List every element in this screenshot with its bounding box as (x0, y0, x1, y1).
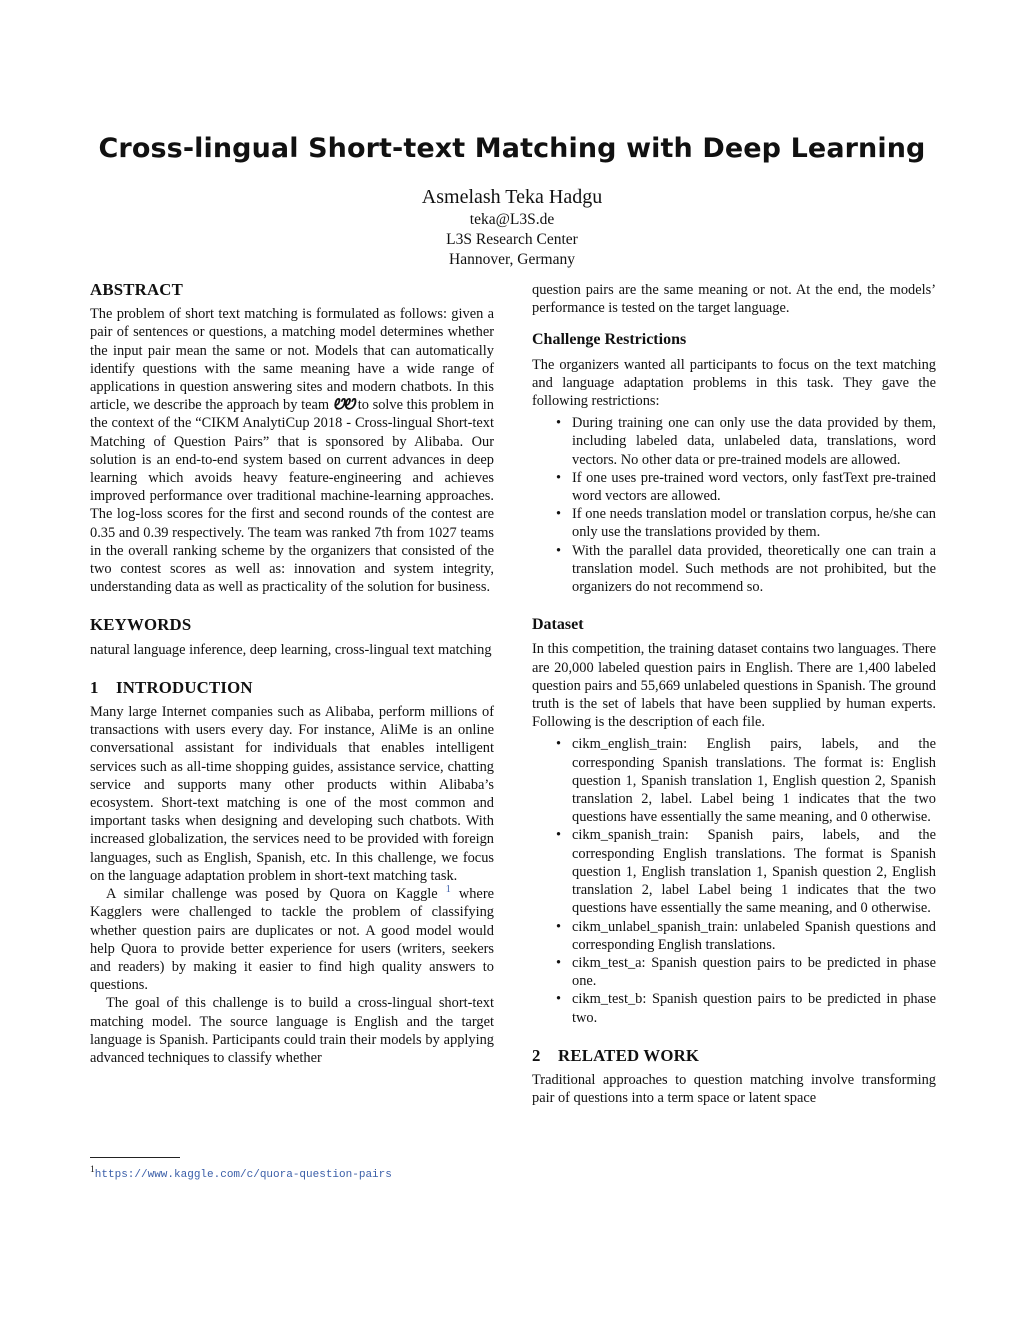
restrictions-list (532, 414, 936, 596)
list-item: • cikm_unlabel_spanish_train: unlabeled Spanish questions and corresponding English translations. (572, 918, 936, 954)
footnote (90, 1157, 494, 1181)
abstract-text-part2: to solve this problem in the context of the “CIKM AnalytiCup 2018 - Cross-lingual Short-text Matching of Question Pairs” that is sponsored by Alibaba. Our solution is an end-to-end system based on current advances in deep learning which avoids heavy feature-engineering and achieves improved performance over traditional machine-learning approaches. The log-loss scores for the first and second rounds of the contest are 0.35 and 0.39 respectively. The team was ranked 7th from 1027 teams in the overall ranking scheme by the organizers that consisted of the two contest scores as well as: innovation and system integrity, understanding data as well as practicality of the solution for business. (90, 397, 494, 596)
dataset-files-list (532, 735, 936, 1026)
section-number: 1 (90, 677, 99, 697)
challenge-restrictions-intro: The organizers wanted all participants to focus on the text matching and language adaptation problems in this task. They gave the following restrictions: (532, 356, 936, 410)
team-name: ᏬᏬ (332, 397, 354, 414)
author-affiliation: L3S Research Center (446, 231, 578, 248)
section-title: RELATED WORK (558, 1045, 700, 1065)
abstract-text-part1: The problem of short text matching is formulated as follows: given a pair of sentences or questions, a matching model determines whether the input pair mean the same or not. Models that can automatically identify questions with the same meaning have a wide range of applications in question answering sites and modern chatbots. In this article, we describe the approach by team (90, 306, 494, 414)
list-item: • If one uses pre-trained word vectors, only fastText pre-trained word vectors are allowed. (572, 469, 936, 505)
footnote-rule (90, 1157, 180, 1158)
list-item: • cikm_spanish_train: Spanish pairs, labels, and the corresponding English translations. The format is Spanish question 1, English translation 1, Spanish question 2, English translation 2, label Label being 1 indicates that the two questions have essentially the same meaning, and 0 otherwise. (572, 826, 936, 917)
list-item: • cikm_english_train: English pairs, labels, and the corresponding Spanish translations. The format is: English question 1, Spanish translation 1, English question 2, Spanish translation 2, label. Label being 1 indicates that the two questions have essentially the same meaning, and 0 otherwise. (572, 735, 936, 826)
related-work-heading (532, 1047, 936, 1065)
author-block (0, 185, 1024, 270)
dataset-intro: In this competition, the training dataset contains two languages. There are 20,000 labeled question pairs in English. There are 1,400 labeled question pairs and 55,669 unlabeled questions in Spanish. The ground truth is the set of labels that have been supplied by human experts. Following is the description of each file. (532, 641, 936, 731)
abstract-text (90, 305, 494, 596)
intro-paragraph-2 (90, 885, 494, 994)
abstract-heading: ABSTRACT (90, 280, 183, 299)
section-title: INTRODUCTION (116, 677, 253, 697)
right-column (532, 281, 936, 1107)
list-item: • cikm_test_b: Spanish question pairs to be predicted in phase two. (572, 990, 936, 1026)
challenge-restrictions-heading: Challenge Restrictions (532, 331, 687, 349)
list-item: • During training one can only use the data provided by them, including labeled data, unlabeled data, translations, word vectors. No other data or pre-trained models are allowed. (572, 414, 936, 469)
author-location: Hannover, Germany (449, 251, 575, 268)
intro-p2-part2: where Kagglers were challenged to tackle the problem of classifying whether question pairs are duplicates or not. A good model would help Quora to provide better experience for users (writers, seekers and readers) by making it easier to find high quality answers to questions. (90, 886, 494, 994)
list-item: • If one needs translation model or translation corpus, he/she can only use the translations provided by them. (572, 505, 936, 541)
footnote-number: 1 (90, 1164, 95, 1175)
intro-paragraph-3-continued: question pairs are the same meaning or not. At the end, the models’ performance is tested on the target language. (532, 282, 936, 317)
footnote-url[interactable]: https://www.kaggle.com/c/quora-question-pairs (94, 1168, 392, 1181)
introduction-heading (90, 679, 494, 697)
section-number: 2 (532, 1045, 541, 1065)
list-item: • cikm_test_a: Spanish question pairs to be predicted in phase one. (572, 954, 936, 990)
list-item: • With the parallel data provided, theoretically one can train a translation model. Such methods are not prohibited, but the organizers do not recommend so. (572, 542, 936, 597)
author-name: Asmelash Teka Hadgu (421, 186, 603, 208)
keywords-heading: KEYWORDS (90, 615, 192, 635)
intro-paragraph-1: Many large Internet companies such as Alibaba, perform millions of transactions with users every day. For instance, AliMe is an online conversational assistant for individuals that enables intelligent services such as all-time shopping guides, assistance service, chatting service and supports many other products within Alibaba’s ecosystem. Short-text matching is one of the most common and important tasks when designing and developing such chatbots. With increased globalization, the services need to be provided with foreign languages, such as English, Spanish, etc. In this challenge, we focus on the language adaptation problem in short-text matching task. (90, 704, 494, 884)
related-work-text: Traditional approaches to question matching involve transforming pair of questions into a term space or latent space (532, 1071, 936, 1107)
keywords-text: natural language inference, deep learning, cross-lingual text matching (90, 641, 492, 658)
author-email[interactable]: teka@L3S.de (469, 211, 555, 228)
paper-title: Cross-lingual Short-text Matching with Deep Learning (98, 133, 926, 164)
intro-p2-part1: A similar challenge was posed by Quora on Kaggle (106, 886, 438, 903)
dataset-heading: Dataset (532, 616, 584, 634)
left-column (90, 281, 494, 1067)
intro-paragraph-3: The goal of this challenge is to build a cross-lingual short-text matching model. The source language is English and the target language is Spanish. Participants could train their models by applying advanced techniques to classify whether (90, 995, 494, 1066)
footnote-marker[interactable]: 1 (445, 884, 451, 896)
